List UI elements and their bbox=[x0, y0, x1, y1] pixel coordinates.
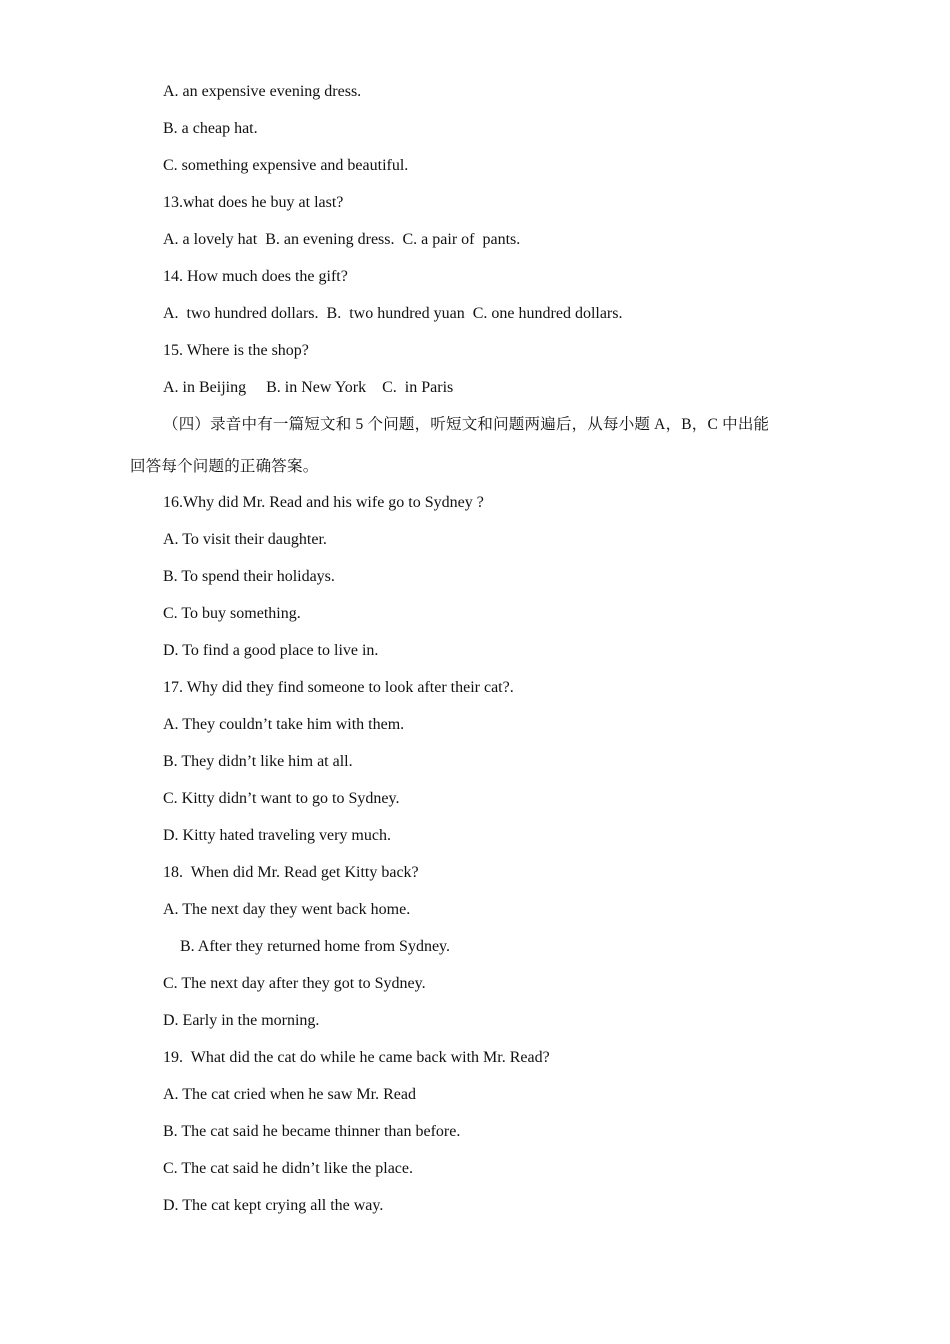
options-14: A. two hundred dollars. B. two hundred yuan C. one hundred dollars. bbox=[163, 305, 623, 322]
options-13: A. a lovely hat B. an evening dress. C. a pair of pants. bbox=[163, 231, 521, 248]
option-19a: A. The cat cried when he saw Mr. Read bbox=[163, 1086, 416, 1103]
option-16d: D. To find a good place to live in. bbox=[163, 642, 379, 659]
option-12a: A. an expensive evening dress. bbox=[163, 83, 362, 100]
question-15: 15. Where is the shop? bbox=[163, 342, 309, 359]
section-four-instructions: （四）录音中有一篇短文和 5 个问题，听短文和问题两遍后，从每小题 A，B，C 中出能 bbox=[163, 416, 770, 433]
section-four-instructions-cont: 回答每个问题的正确答案。 bbox=[130, 458, 319, 475]
options-15: A. in Beijing B. in New York C. in Paris bbox=[163, 379, 454, 396]
option-18c: C. The next day after they got to Sydney. bbox=[163, 975, 426, 992]
option-18b: B. After they returned home from Sydney. bbox=[180, 938, 451, 955]
option-19c: C. The cat said he didn’t like the place. bbox=[163, 1160, 413, 1177]
option-12c: C. something expensive and beautiful. bbox=[163, 157, 409, 174]
option-18a: A. The next day they went back home. bbox=[163, 901, 411, 918]
option-17c: C. Kitty didn’t want to go to Sydney. bbox=[163, 790, 400, 807]
question-13: 13.what does he buy at last? bbox=[163, 194, 344, 211]
option-19b: B. The cat said he became thinner than before. bbox=[163, 1123, 461, 1140]
option-18d: D. Early in the morning. bbox=[163, 1012, 320, 1029]
option-16c: C. To buy something. bbox=[163, 605, 301, 622]
question-19: 19. What did the cat do while he came back with Mr. Read? bbox=[163, 1049, 550, 1066]
option-16b: B. To spend their holidays. bbox=[163, 568, 335, 585]
option-12b: B. a cheap hat. bbox=[163, 120, 258, 137]
option-19d: D. The cat kept crying all the way. bbox=[163, 1197, 384, 1214]
option-17b: B. They didn’t like him at all. bbox=[163, 753, 353, 770]
question-17: 17. Why did they find someone to look after their cat?. bbox=[163, 679, 514, 696]
option-16a: A. To visit their daughter. bbox=[163, 531, 327, 548]
question-18: 18. When did Mr. Read get Kitty back? bbox=[163, 864, 419, 881]
option-17d: D. Kitty hated traveling very much. bbox=[163, 827, 391, 844]
option-17a: A. They couldn’t take him with them. bbox=[163, 716, 405, 733]
question-16: 16.Why did Mr. Read and his wife go to Sydney ? bbox=[163, 494, 484, 511]
question-14: 14. How much does the gift? bbox=[163, 268, 348, 285]
